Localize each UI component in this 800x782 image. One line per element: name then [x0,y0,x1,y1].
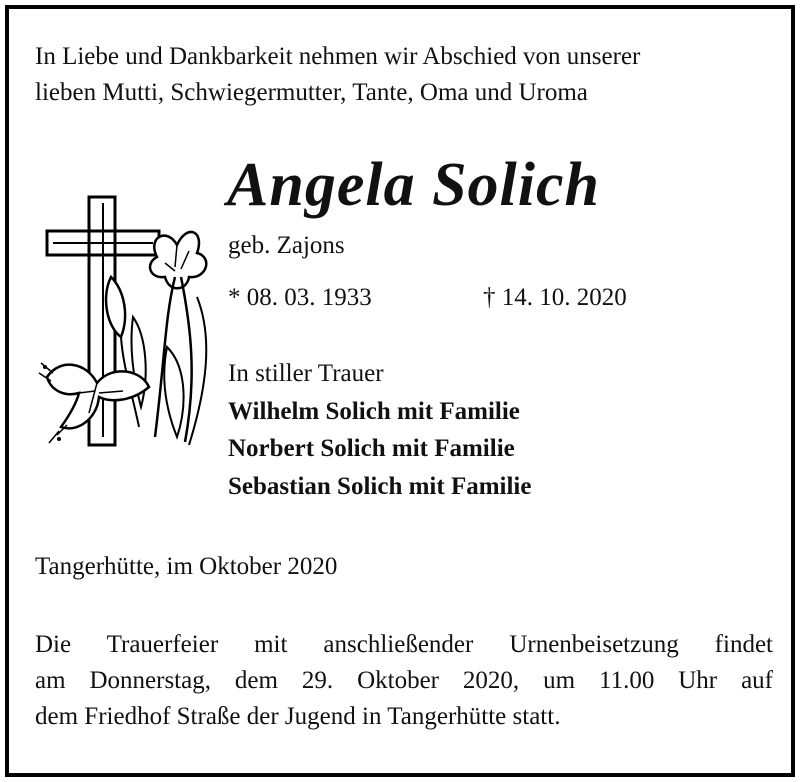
funeral-line-1: Die Trauerfeier mit anschließender Urnenbeisetzung findet [35,631,773,658]
intro-line-1: In Liebe und Dankbarkeit nehmen wir Abschied von unserer [35,43,641,70]
birth-date: * 08. 03. 1933 [228,284,372,311]
funeral-line-2: am Donnerstag, dem 29. Oktober 2020, um 11.00 Uhr auf [35,667,773,694]
obituary-card [5,5,795,777]
mourners-heading: In stiller Trauer [228,360,384,387]
place-and-date: Tangerhütte, im Oktober 2020 [35,553,338,580]
cross-with-lilies-icon [37,187,215,457]
intro-text [35,39,640,111]
funeral-line-3: dem Friedhof Straße der Jugend in Tangerhütte statt. [35,703,561,730]
funeral-details [35,627,773,735]
intro-line-2: lieben Mutti, Schwiegermutter, Tante, Oma und Uroma [35,79,588,106]
deceased-name: Angela Solich [227,151,601,219]
death-date: † 14. 10. 2020 [483,284,627,311]
mourner-family: Sebastian Solich mit Familie [228,473,532,500]
mourner-family: Wilhelm Solich mit Familie [228,398,520,425]
birth-name: geb. Zajons [228,232,345,259]
mourner-family: Norbert Solich mit Familie [228,435,515,462]
